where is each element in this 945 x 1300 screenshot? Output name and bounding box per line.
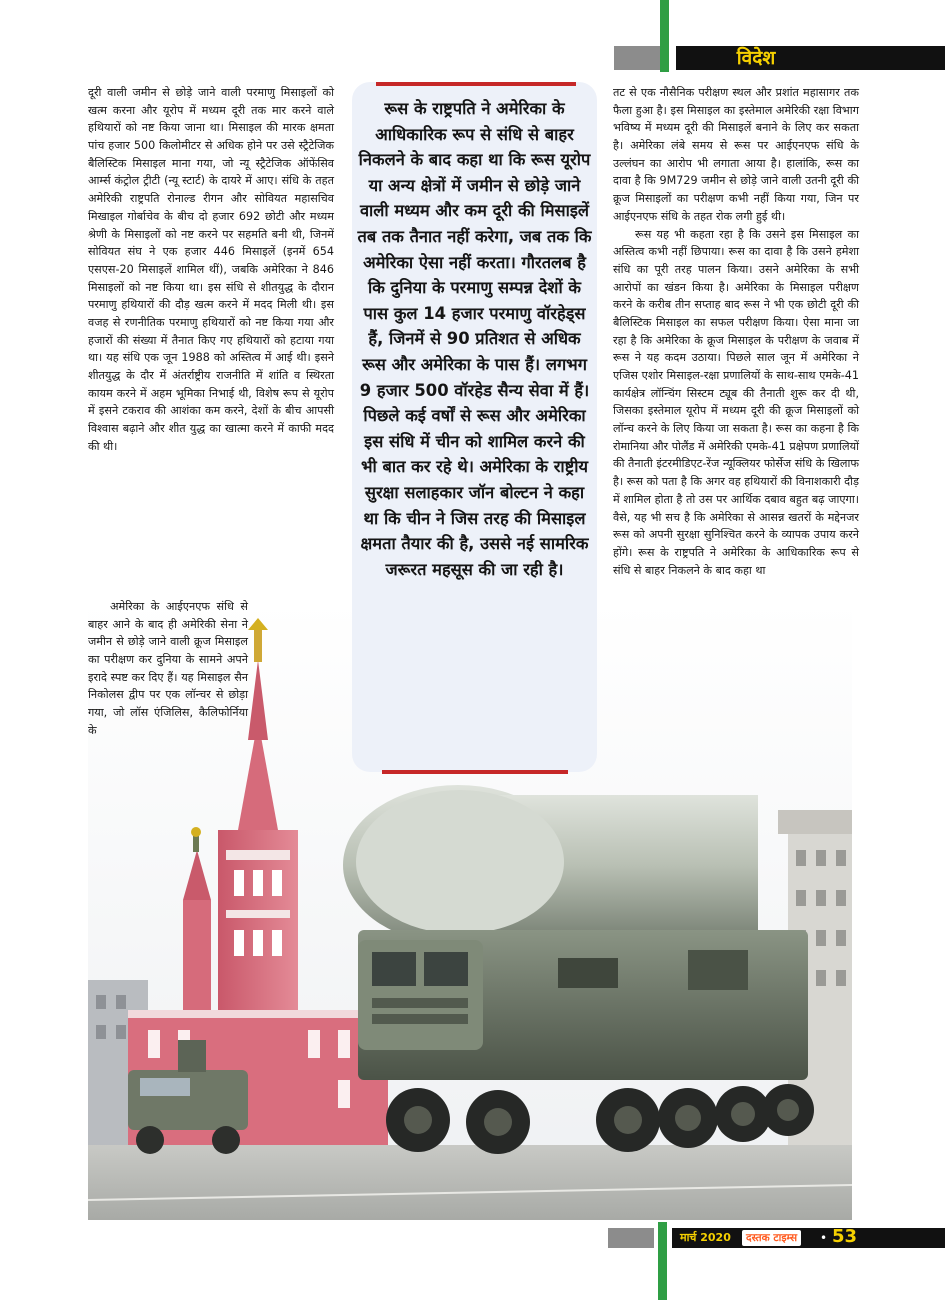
footer-gray-block — [608, 1228, 654, 1248]
issue-month: मार्च 2020 — [680, 1231, 731, 1244]
section-title: विदेश — [736, 47, 776, 69]
left-column-para-2: अमेरिका के आईएनएफ संधि से बाहर आने के बाद ही अमेरिकी सेना ने जमीन से छोड़े जाने वाली क्रूज मिसाइल का परीक्षण कर दुनिया के सामने अपने इरादे स्पष्ट कर दिए हैं। यह मिसाइल सैन निकोलस द्वीप पर एक लॉन्चर से छोड़ा गया, जो लॉस एंजिलिस, कैलिफोर्निया के — [88, 600, 248, 737]
pull-quote-text: रूस के राष्ट्रपति ने अमेरिका के आधिकारिक रूप से संधि से बाहर निकलने के बाद कहा था कि रूस यूरोप या अन्य क्षेत्रों में जमीन से छोड़े जाने वाली मध्यम और कम दूरी की मिसाइलें तब तक तैनात नहीं करेगा, जब तक कि अमेरिका ऐसा नहीं करता। गौरतलब है कि दुनिया के परमाणु सम्पन्न देशों के पास कुल 14 हजार परमाणु वॉरहेड्स हैं, जिनमें से 90 प्रतिशत से अधिक रूस और अमेरिका के पास हैं। लगभग 9 हजार 500 वॉरहेड सैन्य सेवा में हैं। पिछले कई वर्षों से रूस और अमेरिका इस संधि में चीन को शामिल करने की भी बात कर रहे थे। अमेरिका के राष्ट्रीय सुरक्षा सलाहकार जॉन बोल्टन ने कहा था कि चीन ने जिस तरह की मिसाइल क्षमता तैयार की है, उससे नई सामरिक जरूरत महसूस की जा रही है। — [357, 99, 592, 579]
pull-quote-bottom-rule — [382, 770, 568, 774]
left-column-narrow — [88, 598, 248, 740]
left-column-para-1: दूरी वाली जमीन से छोड़े जाने वाली परमाणु मिसाइलों को खत्म करना और यूरोप में मध्यम दूरी तक मार करने वाले हथियारों को नष्ट किया जाना था। मिसाइल की मारक क्षमता पांच हजार 500 किलोमीटर से अधिक होने पर उसे स्ट्रैटेजिक बैलिस्टिक मिसाइल माना गया, जो न्यू स्ट्रैटेजिक ऑफेंसिव आर्म्स कंट्रोल ट्रीटी (न्यू स्टार्ट) के दायरे में आए। संधि के तहत अमेरिकी राष्ट्रपति रोनाल्ड रीगन और सोवियत महासचिव मिखाइल गोर्बाचेव के बीच दो हजार 692 छोटी और मध्यम श्रेणी के मिसाइलों को नष्ट करने पर सहमति बनी थी, जिनमें सोवियत संघ ने एक हजार 446 मिसाइलें (इनमें 654 एसएस-20 मिसाइलें शामिल थीं), जबकि अमेरिका ने 846 मिसाइलों को नष्ट किया था। इस संधि से शीतयुद्ध के दौरान परमाणु हथियारों की दौड़ खत्म करने में मदद मिली थी। इस वजह से रणनीतिक परमाणु हथियारों को नष्ट किया गया और हजारों की संख्या में तैनात किए गए हथियारों को हटाया गया था। यह संधि एक जून 1988 को अस्तित्व में आई थी। इसने शीतयुद्ध के दौर में अंतर्राष्ट्रीय राजनीति में शांति व स्थिरता कायम करने में अहम भूमिका निभाई थी, विशेष रूप से यूरोप में इसने टकराव की आशंका कम करने, देशों के बीच आपसी विश्वास बढ़ाने और शीत युद्ध का खात्मा करने में काफी मदद की थी। — [88, 86, 334, 453]
right-column-para-2: रूस यह भी कहता रहा है कि उसने इस मिसाइल का अस्तित्व कभी नहीं छिपाया। रूस का दावा है कि उसने हमेशा संधि का पूरी तरह पालन किया। उसने अमेरिका के सभी आरोपों का खंडन किया है। अमेरिका के मिसाइल परीक्षण करने के करीब तीन सप्ताह बाद रूस ने भी एक छोटी दूरी की बैलिस्टिक मिसाइल का सफल परीक्षण किया। ऐसा माना जा रहा है कि अमेरिका के क्रूज मिसाइल के परीक्षण के जवाब में रूस ने यह कदम उठाया। पिछले साल जून में अमेरिका ने एजिस एशोर मिसाइल-रक्षा प्रणालियों के साथ-साथ एमके-41 कार्यक्षेत्र लॉन्चिंग सिस्टम ट्यूब की तैनाती शुरू कर दी थी, जिसका इस्तेमाल यूरोप में मध्यम दूरी की क्रूज मिसाइलों को लॉन्च करने के लिए किया जा सकता है। रूस का कहना है कि रोमानिया और पोलैंड में अमेरिकी एमके-41 प्रक्षेपण प्रणालियों की तैनाती इंटरमीडिएट-रेंज न्यूक्लियर फोर्सेज संधि के खिलाफ है। रूस को पता है कि अगर वह हथियारों की विनाशकारी दौड़ में शामिल होता है तो उस पर आर्थिक दबाव बहुत बढ़ जाएगा। वैसे, यह भी सच है कि अमेरिका से आसन्न खतरों के मद्देनजर रूस को अपनी सुरक्षा सुनिश्चित करने के व्यापक उपाय करने होंगे। रूस के राष्ट्रपति ने अमेरिका के आधिकारिक रूप से संधि से बाहर निकलने के बाद कहा था — [613, 227, 859, 577]
magazine-logo: दस्तक टाइम्स — [742, 1230, 801, 1246]
left-column — [88, 84, 334, 455]
footer-bullet: • — [820, 1231, 828, 1245]
pull-quote-top-rule — [376, 82, 576, 86]
header-gray-block — [614, 46, 660, 70]
header-green-bar — [660, 0, 669, 72]
page-number: 53 — [832, 1226, 858, 1247]
right-column-para-1: तट से एक नौसैनिक परीक्षण स्थल और प्रशांत महासागर तक फैला हुआ है। इस मिसाइल का इस्तेमाल अमेरिकी रक्षा विभाग भविष्य में मध्यम दूरी की मिसाइलें बनाने के लिए कर सकता है। अमेरिका लंबे समय से रूस पर आईएनएफ संधि के उल्लंघन का आरोप भी लगाता आया है। हालांकि, रूस का दावा है कि 9M729 जमीन से छोड़े जाने वाली उतनी दूरी की क्रूज मिसाइलों का परीक्षण कभी नहीं किया गया, जिन पर आईएनएफ संधि के तहत रोक लगी हुई थी। — [613, 86, 859, 223]
footer-green-bar — [658, 1222, 667, 1300]
right-column — [613, 84, 859, 579]
